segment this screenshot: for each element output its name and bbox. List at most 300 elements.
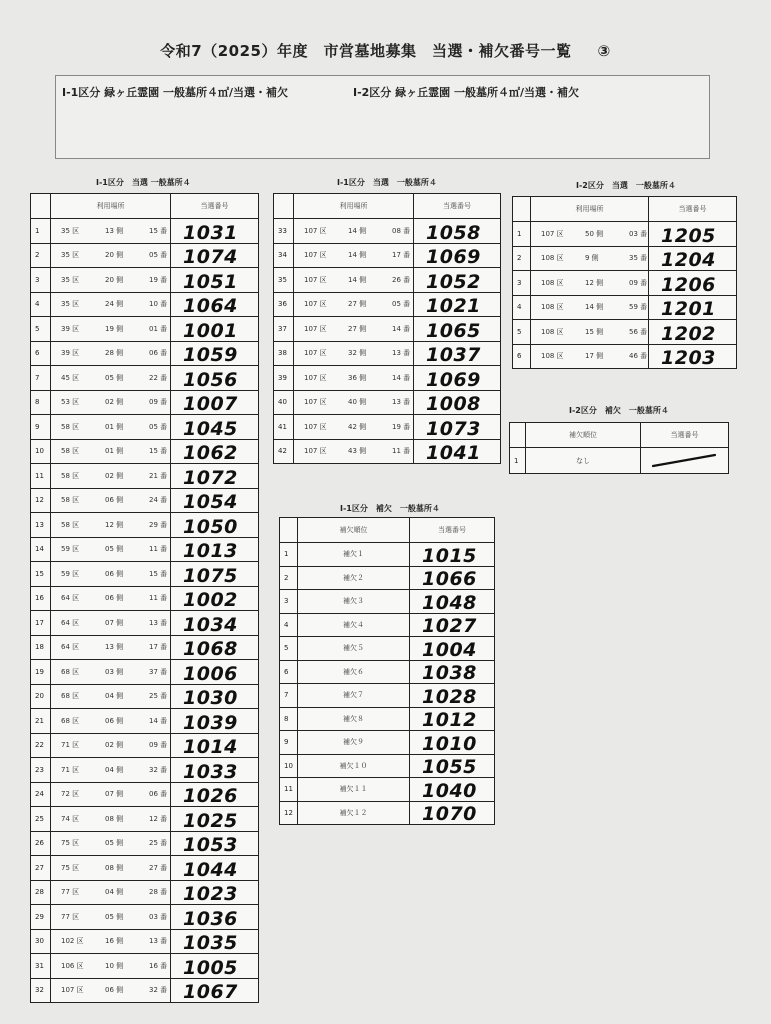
plot-section: 107 区: [304, 422, 327, 431]
plot-number: 15 番: [149, 226, 168, 235]
plot-side: 20 側: [105, 275, 124, 284]
plot-location: [51, 978, 171, 1003]
plot-number: 13 番: [149, 937, 168, 946]
plot-location: [51, 439, 171, 464]
plot-number: 10 番: [149, 300, 168, 309]
reserve-rank: 補欠５: [298, 637, 410, 661]
plot-section: 58 区: [61, 422, 80, 431]
table-row: [31, 905, 259, 930]
row-index: 32: [31, 978, 51, 1003]
row-index: 39: [274, 366, 294, 391]
plot-number: 13 番: [392, 349, 411, 358]
row-index: 33: [274, 219, 294, 244]
plot-section: 108 区: [541, 254, 564, 263]
table-row: [31, 341, 259, 366]
plot-section: 35 区: [61, 275, 80, 284]
plot-number: 15 番: [149, 447, 168, 456]
plot-number: 09 番: [149, 741, 168, 750]
plot-number: 11 番: [149, 594, 168, 603]
reserve-rank: 補欠９: [298, 731, 410, 755]
row-index: 7: [31, 366, 51, 391]
table-row: [31, 292, 259, 317]
plot-section: 108 区: [541, 327, 564, 336]
plot-location: [51, 366, 171, 391]
plot-side: 17 側: [585, 352, 604, 361]
plot-location: [51, 684, 171, 709]
winning-number: 1005: [171, 954, 259, 979]
plot-location: [51, 513, 171, 538]
table-i1-winners-a: [30, 193, 259, 1003]
table-header-row: [513, 197, 737, 222]
table-row: [31, 856, 259, 881]
row-index: 1: [513, 222, 531, 247]
plot-section: 59 区: [61, 545, 80, 554]
plot-location: [294, 243, 414, 268]
winning-number: 1045: [171, 415, 259, 440]
plot-side: 14 側: [348, 275, 367, 284]
plot-side: 05 側: [105, 839, 124, 848]
table-row: [274, 390, 501, 415]
table-row: [31, 733, 259, 758]
row-index: 11: [280, 778, 298, 802]
table-row: [274, 366, 501, 391]
winning-number: 1073: [414, 415, 501, 440]
header-index: [513, 197, 531, 222]
plot-location: [51, 880, 171, 905]
plot-section: 106 区: [61, 961, 84, 970]
table-row: [31, 537, 259, 562]
row-index: 38: [274, 341, 294, 366]
plot-side: 08 側: [105, 863, 124, 872]
row-index: 20: [31, 684, 51, 709]
caption-i1-winners-a: I-1区分 当選 一般墓所４: [96, 178, 191, 187]
winning-number: 1054: [171, 488, 259, 513]
row-index: 9: [280, 731, 298, 755]
winning-number: 1074: [171, 243, 259, 268]
plot-side: 20 側: [105, 251, 124, 260]
table-row: [31, 782, 259, 807]
plot-side: 12 側: [585, 278, 604, 287]
plot-number: 01 番: [149, 324, 168, 333]
plot-number: 13 番: [149, 618, 168, 627]
header-rank: 補欠順位: [298, 518, 410, 543]
plot-location: [531, 295, 649, 320]
plot-location: [51, 929, 171, 954]
plot-location: [51, 415, 171, 440]
winning-number: 1068: [171, 635, 259, 660]
table-row: [31, 929, 259, 954]
header-index: [274, 194, 294, 219]
plot-number: 14 番: [392, 373, 411, 382]
row-index: 10: [280, 754, 298, 778]
header-number: 当選番号: [410, 518, 495, 543]
row-index: 7: [280, 684, 298, 708]
table-header-row: [280, 518, 495, 543]
reserve-rank: 補欠３: [298, 590, 410, 614]
header-location: 利用場所: [51, 194, 171, 219]
winning-number: 1048: [410, 590, 495, 614]
table-i1-reserve: [279, 517, 495, 825]
winning-number: 1033: [171, 758, 259, 783]
winning-number: 1203: [649, 344, 737, 369]
winning-number: 1012: [410, 707, 495, 731]
plot-location: [51, 292, 171, 317]
winning-number: 1001: [171, 317, 259, 342]
winning-number: 1075: [171, 562, 259, 587]
plot-number: 25 番: [149, 692, 168, 701]
table-row: [31, 880, 259, 905]
row-index: 8: [31, 390, 51, 415]
plot-section: 108 区: [541, 278, 564, 287]
table-row: [274, 341, 501, 366]
plot-location: [531, 246, 649, 271]
table-row: [274, 292, 501, 317]
plot-section: 58 区: [61, 520, 80, 529]
plot-number: 12 番: [149, 814, 168, 823]
table-row: [31, 415, 259, 440]
plot-section: 74 区: [61, 814, 80, 823]
caption-i1-winners-b: I-1区分 当選 一般墓所４: [337, 178, 437, 187]
plot-section: 53 区: [61, 398, 80, 407]
plot-location: [51, 586, 171, 611]
row-index: 3: [280, 590, 298, 614]
table-row: [31, 684, 259, 709]
reserve-rank: 補欠８: [298, 707, 410, 731]
row-index: 22: [31, 733, 51, 758]
winning-number: 1031: [171, 219, 259, 244]
plot-section: 107 区: [304, 300, 327, 309]
table-row: [31, 366, 259, 391]
plot-number: 15 番: [149, 569, 168, 578]
row-index: 5: [31, 317, 51, 342]
plot-section: 45 区: [61, 373, 80, 382]
table-row: [280, 637, 495, 661]
table-row: [31, 219, 259, 244]
sheet-number-mark: ③: [597, 42, 611, 60]
plot-section: 71 区: [61, 741, 80, 750]
plot-side: 28 側: [105, 349, 124, 358]
reserve-rank: 補欠４: [298, 613, 410, 637]
table-row: [31, 513, 259, 538]
plot-side: 05 側: [105, 373, 124, 382]
row-index: 18: [31, 635, 51, 660]
row-index: 3: [513, 271, 531, 296]
row-index: 6: [280, 660, 298, 684]
plot-side: 43 側: [348, 447, 367, 456]
row-index: 35: [274, 268, 294, 293]
plot-side: 27 側: [348, 324, 367, 333]
plot-number: 16 番: [149, 961, 168, 970]
winning-number: 1062: [171, 439, 259, 464]
plot-section: 64 区: [61, 618, 80, 627]
plot-section: 75 区: [61, 863, 80, 872]
table-row: [274, 268, 501, 293]
dash-stroke: [641, 449, 729, 471]
plot-number: 22 番: [149, 373, 168, 382]
table-row: [513, 295, 737, 320]
row-index: 4: [513, 295, 531, 320]
header-number: 当選番号: [641, 423, 729, 448]
row-index: 13: [31, 513, 51, 538]
winning-number: 1041: [414, 439, 501, 464]
plot-section: 35 区: [61, 226, 80, 235]
table-header-row: [510, 423, 729, 448]
table-row: [280, 731, 495, 755]
plot-section: 35 区: [61, 300, 80, 309]
table-row: [280, 543, 495, 567]
table-row: [280, 684, 495, 708]
plot-location: [51, 268, 171, 293]
row-index: 24: [31, 782, 51, 807]
plot-location: [51, 317, 171, 342]
plot-side: 02 側: [105, 471, 124, 480]
plot-section: 39 区: [61, 349, 80, 358]
plot-section: 107 区: [304, 349, 327, 358]
row-index: 30: [31, 929, 51, 954]
plot-location: [294, 219, 414, 244]
header-rank: 補欠順位: [526, 423, 641, 448]
table-header-row: [274, 194, 501, 219]
table-row: [280, 801, 495, 825]
plot-number: 29 番: [149, 520, 168, 529]
row-index: 4: [31, 292, 51, 317]
row-index: 29: [31, 905, 51, 930]
table-row: [31, 243, 259, 268]
table-row: [31, 635, 259, 660]
winning-number: 1026: [171, 782, 259, 807]
caption-i2-reserve: I-2区分 補欠 一般墓所４: [569, 406, 669, 415]
table-i2-winners: [512, 196, 737, 369]
row-index: 10: [31, 439, 51, 464]
plot-location: [51, 611, 171, 636]
plot-location: [294, 415, 414, 440]
plot-side: 03 側: [105, 667, 124, 676]
row-index: 25: [31, 807, 51, 832]
plot-side: 13 側: [105, 226, 124, 235]
plot-section: 75 区: [61, 839, 80, 848]
plot-side: 07 側: [105, 790, 124, 799]
table-row: [280, 778, 495, 802]
winning-number: 1002: [171, 586, 259, 611]
winning-number: 1040: [410, 778, 495, 802]
plot-side: 9 側: [585, 254, 599, 263]
table-row: [31, 660, 259, 685]
plot-location: [531, 222, 649, 247]
row-index: 23: [31, 758, 51, 783]
row-index: 34: [274, 243, 294, 268]
winning-number: 1053: [171, 831, 259, 856]
plot-section: 59 区: [61, 569, 80, 578]
table-row: [274, 415, 501, 440]
plot-section: 64 区: [61, 643, 80, 652]
plot-number: 17 番: [392, 251, 411, 260]
winning-number: 1025: [171, 807, 259, 832]
plot-side: 27 側: [348, 300, 367, 309]
plot-section: 107 区: [304, 398, 327, 407]
plot-section: 77 区: [61, 888, 80, 897]
plot-side: 06 側: [105, 986, 124, 995]
plot-side: 04 側: [105, 765, 124, 774]
table-row: [31, 464, 259, 489]
plot-location: [51, 831, 171, 856]
winning-number: 1051: [171, 268, 259, 293]
winning-number: 1006: [171, 660, 259, 685]
winning-number: 1010: [410, 731, 495, 755]
plot-section: 107 区: [304, 324, 327, 333]
winning-number: 1021: [414, 292, 501, 317]
reserve-rank: なし: [526, 448, 641, 474]
winning-number: 1066: [410, 566, 495, 590]
row-index: 41: [274, 415, 294, 440]
table-row: [280, 660, 495, 684]
plot-side: 36 側: [348, 373, 367, 382]
table-row: [280, 707, 495, 731]
plot-side: 32 側: [348, 349, 367, 358]
table-row: [510, 448, 729, 474]
plot-location: [51, 733, 171, 758]
row-index: 12: [280, 801, 298, 825]
plot-number: 14 番: [149, 716, 168, 725]
plot-number: 08 番: [392, 226, 411, 235]
row-index: 40: [274, 390, 294, 415]
winning-number: 1050: [171, 513, 259, 538]
header-number: 当選番号: [649, 197, 737, 222]
row-index: 36: [274, 292, 294, 317]
header-left-label: I-1区分 緑ヶ丘霊園 一般墓所４㎡/当選・補欠: [62, 86, 288, 99]
table-row: [31, 439, 259, 464]
plot-side: 15 側: [585, 327, 604, 336]
winning-number: 1202: [649, 320, 737, 345]
header-right-label: I-2区分 緑ヶ丘霊園 一般墓所４㎡/当選・補欠: [353, 86, 579, 99]
plot-side: 01 側: [105, 422, 124, 431]
plot-location: [294, 439, 414, 464]
plot-number: 14 番: [392, 324, 411, 333]
winning-number: 1044: [171, 856, 259, 881]
winning-number: 1008: [414, 390, 501, 415]
table-row: [31, 758, 259, 783]
winning-number: 1059: [171, 341, 259, 366]
row-index: 3: [31, 268, 51, 293]
table-row: [280, 566, 495, 590]
row-index: 16: [31, 586, 51, 611]
plot-location: [51, 341, 171, 366]
plot-side: 06 側: [105, 716, 124, 725]
winning-number: 1055: [410, 754, 495, 778]
plot-location: [51, 464, 171, 489]
plot-section: 107 区: [304, 251, 327, 260]
table-row: [31, 709, 259, 734]
winning-number: 1056: [171, 366, 259, 391]
row-index: 1: [510, 448, 526, 474]
winning-number: 1035: [171, 929, 259, 954]
plot-section: 102 区: [61, 937, 84, 946]
plot-number: 27 番: [149, 863, 168, 872]
plot-section: 68 区: [61, 692, 80, 701]
row-index: 1: [31, 219, 51, 244]
winning-number: 1065: [414, 317, 501, 342]
row-index: 1: [280, 543, 298, 567]
reserve-rank: 補欠２: [298, 566, 410, 590]
plot-section: 107 区: [61, 986, 84, 995]
winning-number: 1206: [649, 271, 737, 296]
winning-number: 1013: [171, 537, 259, 562]
winning-number: 1072: [171, 464, 259, 489]
plot-location: [51, 562, 171, 587]
plot-location: [51, 660, 171, 685]
plot-section: 39 区: [61, 324, 80, 333]
plot-location: [294, 268, 414, 293]
winning-number: 1064: [171, 292, 259, 317]
row-index: 28: [31, 880, 51, 905]
plot-location: [51, 488, 171, 513]
plot-section: 58 区: [61, 471, 80, 480]
row-index: 11: [31, 464, 51, 489]
table-header-row: [31, 194, 259, 219]
winning-number: 1015: [410, 543, 495, 567]
winning-number: 1052: [414, 268, 501, 293]
plot-section: 64 区: [61, 594, 80, 603]
plot-location: [51, 758, 171, 783]
winning-number: 1070: [410, 801, 495, 825]
row-index: 21: [31, 709, 51, 734]
plot-location: [294, 292, 414, 317]
plot-side: 19 側: [105, 324, 124, 333]
plot-number: 06 番: [149, 790, 168, 799]
table-row: [274, 243, 501, 268]
plot-location: [294, 341, 414, 366]
row-index: 6: [513, 344, 531, 369]
plot-number: 13 番: [392, 398, 411, 407]
plot-side: 06 側: [105, 594, 124, 603]
plot-section: 107 区: [304, 373, 327, 382]
plot-side: 05 側: [105, 912, 124, 921]
winning-number: 1058: [414, 219, 501, 244]
row-index: 5: [513, 320, 531, 345]
winning-number: 1036: [171, 905, 259, 930]
plot-location: [51, 709, 171, 734]
plot-location: [51, 782, 171, 807]
table-row: [280, 590, 495, 614]
header-number: 当選番号: [171, 194, 259, 219]
plot-side: 13 側: [105, 643, 124, 652]
table-row: [513, 344, 737, 369]
plot-side: 50 側: [585, 229, 604, 238]
plot-number: 03 番: [629, 229, 648, 238]
table-row: [513, 246, 737, 271]
plot-number: 19 番: [392, 422, 411, 431]
table-row: [31, 562, 259, 587]
winning-number: 1007: [171, 390, 259, 415]
plot-location: [531, 320, 649, 345]
plot-number: 46 番: [629, 352, 648, 361]
plot-section: 77 区: [61, 912, 80, 921]
plot-side: 14 側: [585, 303, 604, 312]
plot-side: 02 側: [105, 398, 124, 407]
plot-section: 107 区: [304, 447, 327, 456]
header-index: [510, 423, 526, 448]
table-row: [274, 439, 501, 464]
plot-number: 11 番: [149, 545, 168, 554]
row-index: 9: [31, 415, 51, 440]
reserve-rank: 補欠１: [298, 543, 410, 567]
plot-side: 04 側: [105, 692, 124, 701]
table-row: [31, 954, 259, 979]
reserve-rank: 補欠１２: [298, 801, 410, 825]
header-index: [280, 518, 298, 543]
table-row: [513, 320, 737, 345]
row-index: 12: [31, 488, 51, 513]
row-index: 2: [31, 243, 51, 268]
